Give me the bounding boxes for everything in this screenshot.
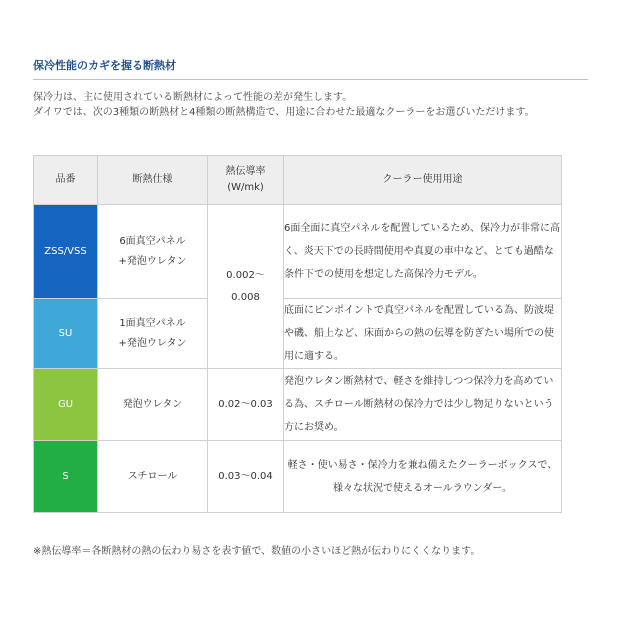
table-row <box>34 299 562 369</box>
footnote: ※熱伝導率＝各断熱材の熱の伝わり易さを表す値で、数値の小さいほど熱が伝わりにくくなります。 <box>33 546 481 557</box>
header-usage: クーラー使用用途 <box>284 156 562 205</box>
spec-cell <box>98 299 208 369</box>
section-heading: 保冷性能のカギを握る断熱材 <box>33 59 176 72</box>
header-spec: 断熱仕様 <box>98 156 208 205</box>
usage-cell: 6面全面に真空パネルを配置しているため、保冷力が非常に高く、炎天下での長時間使用や真夏の車中など、とても過酷な条件下での使用を想定した高保冷力モデル。 <box>284 205 562 299</box>
spec-cell: 発泡ウレタン <box>98 369 208 441</box>
code-cell: ZSS/VSS <box>34 205 98 299</box>
usage-cell: 底面にピンポイントで真空パネルを配置している為、防波堤や磯、船上など、床面からの熱の伝導を防ぎたい場所での使用に適する。 <box>284 299 562 369</box>
header-conductivity-unit: (W/mk) <box>227 182 264 193</box>
conductivity-line: 0.002～ <box>226 269 265 281</box>
conductivity-cell <box>208 205 284 369</box>
insulation-table <box>33 155 562 513</box>
conductivity-cell: 0.03～0.04 <box>208 441 284 513</box>
table-header-row <box>34 156 562 205</box>
code-cell: SU <box>34 299 98 369</box>
spec-cell: スチロール <box>98 441 208 513</box>
intro-line: 保冷力は、主に使用されている断熱材によって性能の差が発生します。 <box>33 92 353 103</box>
spec-line: 6面真空パネル <box>119 235 186 247</box>
code-cell: GU <box>34 369 98 441</box>
table-row <box>34 441 562 513</box>
header-conductivity-line: 熱伝導率 <box>225 166 266 177</box>
spec-cell <box>98 205 208 299</box>
table-row <box>34 205 562 299</box>
spec-line: +発泡ウレタン <box>118 255 187 267</box>
conductivity-line: 0.008 <box>231 291 260 303</box>
usage-cell: 軽さ・使い易さ・保冷力を兼ね備えたクーラーボックスで、様々な状況で使えるオールラウンダー。 <box>284 441 562 513</box>
header-conductivity <box>208 156 284 205</box>
spec-line: 1面真空パネル <box>119 317 186 329</box>
usage-cell: 発泡ウレタン断熱材で、軽さを維持しつつ保冷力を高めている為、スチロール断熱材の保冷力では少し物足りないという方にお奨め。 <box>284 369 562 441</box>
code-cell: S <box>34 441 98 513</box>
intro-text <box>33 90 603 120</box>
spec-line: +発泡ウレタン <box>118 337 187 349</box>
heading-divider <box>33 79 588 80</box>
table-row <box>34 369 562 441</box>
conductivity-cell: 0.02～0.03 <box>208 369 284 441</box>
intro-line: ダイワでは、次の3種類の断熱材と4種類の断熱構造で、用途に合わせた最適なクーラーをお選びいただけます。 <box>33 107 535 118</box>
header-code: 品番 <box>34 156 98 205</box>
